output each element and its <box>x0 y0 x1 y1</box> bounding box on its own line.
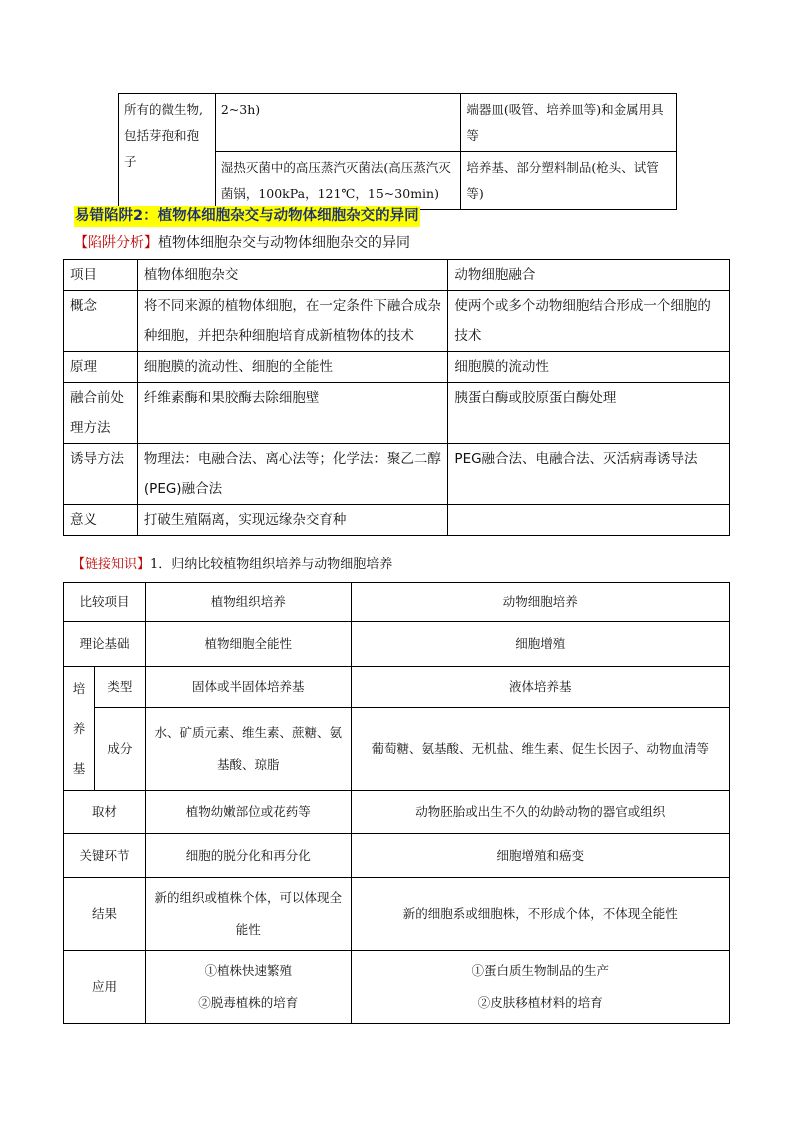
table-row <box>64 791 730 834</box>
table-row <box>64 708 730 791</box>
table-header-row <box>64 583 730 622</box>
table-cell: 原理 <box>64 352 138 383</box>
table-row <box>64 352 730 383</box>
table-cell: 打破生殖隔离，实现远缘杂交育种 <box>137 505 448 536</box>
section-heading: 易错陷阱2：植物体细胞杂交与动物体细胞杂交的异同 <box>74 206 420 227</box>
table-cell <box>448 505 730 536</box>
medium-label-cell <box>64 667 95 791</box>
table-row <box>64 834 730 878</box>
table-header-row <box>64 260 730 291</box>
table-cell: 理论基础 <box>64 622 146 667</box>
table-cell <box>145 951 351 1024</box>
table-cell: 取材 <box>64 791 146 834</box>
table-cell: 细胞增殖和癌变 <box>351 834 729 878</box>
table-cell: 所有的微生物,包括芽孢和孢子 <box>119 94 216 210</box>
table-cell: 细胞膜的流动性、细胞的全能性 <box>137 352 448 383</box>
table-cell: 物理法：电融合法、离心法等；化学法：聚乙二醇(PEG)融合法 <box>137 444 448 505</box>
table-header-cell: 项目 <box>64 260 138 291</box>
table-cell <box>351 951 729 1024</box>
table-cell: 胰蛋白酶或胶原蛋白酶处理 <box>448 383 730 444</box>
table-cell: 2~3h) <box>215 94 461 152</box>
medium-label-char: 培 <box>72 680 86 696</box>
table-row <box>64 951 730 1024</box>
table-cell: PEG融合法、电融合法、灭活病毒诱导法 <box>448 444 730 505</box>
table-cell: 纤维素酶和果胶酶去除细胞壁 <box>137 383 448 444</box>
table-cell: 端器皿(吸管、培养皿等)和金属用具等 <box>461 94 677 152</box>
medium-vertical-label <box>64 669 94 789</box>
table-cell: 成分 <box>94 708 145 791</box>
table-row <box>64 505 730 536</box>
table-cell: 关键环节 <box>64 834 146 878</box>
table-row <box>64 291 730 352</box>
table-cell: 细胞增殖 <box>351 622 729 667</box>
tissue-culture-comparison-table <box>63 582 730 1024</box>
link-knowledge-tag: 【链接知识】 <box>72 557 151 572</box>
application-item: ②脱毒植株的培育 <box>198 995 299 1010</box>
trap-analysis-tag: 【陷阱分析】 <box>74 235 158 251</box>
table-cell: 应用 <box>64 951 146 1024</box>
table-cell: 结果 <box>64 878 146 951</box>
sterilization-table-fragment <box>118 93 677 210</box>
table-cell: 固体或半固体培养基 <box>145 667 351 708</box>
table-cell: 动物胚胎或出生不久的幼龄动物的器官或组织 <box>351 791 729 834</box>
table-row <box>64 878 730 951</box>
cell-fusion-comparison-table <box>63 259 730 536</box>
table-row <box>64 622 730 667</box>
table-cell: 概念 <box>64 291 138 352</box>
table-cell: 葡萄糖、氨基酸、无机盐、维生素、促生长因子、动物血清等 <box>351 708 729 791</box>
table-row <box>64 383 730 444</box>
medium-label-char: 养 <box>72 720 86 736</box>
application-item: ①植株快速繁殖 <box>204 963 292 978</box>
table-header-cell: 动物细胞培养 <box>351 583 729 622</box>
table-row <box>64 444 730 505</box>
table-cell: 细胞膜的流动性 <box>448 352 730 383</box>
table-cell: 液体培养基 <box>351 667 729 708</box>
application-item: ②皮肤移植材料的培育 <box>477 995 603 1010</box>
table-cell: 水、矿质元素、维生素、蔗糖、氨基酸、琼脂 <box>145 708 351 791</box>
trap-analysis-text: 植物体细胞杂交与动物体细胞杂交的异同 <box>158 235 410 251</box>
table-cell: 新的细胞系或细胞株，不形成个体，不体现全能性 <box>351 878 729 951</box>
trap-analysis-line <box>74 233 410 253</box>
table-cell: 将不同来源的植物体细胞，在一定条件下融合成杂种细胞，并把杂种细胞培育成新植物体的技术 <box>137 291 448 352</box>
medium-label-char: 基 <box>72 760 86 776</box>
table-row <box>64 667 730 708</box>
table-header-cell: 动物细胞融合 <box>448 260 730 291</box>
table-header-cell: 比较项目 <box>64 583 146 622</box>
table-cell: 类型 <box>94 667 145 708</box>
table-cell: 融合前处理方法 <box>64 383 138 444</box>
table-header-cell: 植物组织培养 <box>145 583 351 622</box>
table-cell: 新的组织或植株个体，可以体现全能性 <box>145 878 351 951</box>
table-cell: 植物幼嫩部位或花药等 <box>145 791 351 834</box>
table-cell: 细胞的脱分化和再分化 <box>145 834 351 878</box>
table-cell: 意义 <box>64 505 138 536</box>
link-knowledge-line <box>72 555 392 575</box>
link-knowledge-text: 1．归纳比较植物组织培养与动物细胞培养 <box>150 557 393 572</box>
table-cell: 诱导方法 <box>64 444 138 505</box>
application-item: ①蛋白质生物制品的生产 <box>471 963 610 978</box>
table-cell: 湿热灭菌中的高压蒸汽灭菌法(高压蒸汽灭菌锅，100kPa，121℃，15~30min) <box>215 152 461 210</box>
table-header-cell: 植物体细胞杂交 <box>137 260 448 291</box>
table-cell: 植物细胞全能性 <box>145 622 351 667</box>
table-cell: 培养基、部分塑料制品(枪头、试管等) <box>461 152 677 210</box>
table-cell: 使两个或多个动物细胞结合形成一个细胞的技术 <box>448 291 730 352</box>
